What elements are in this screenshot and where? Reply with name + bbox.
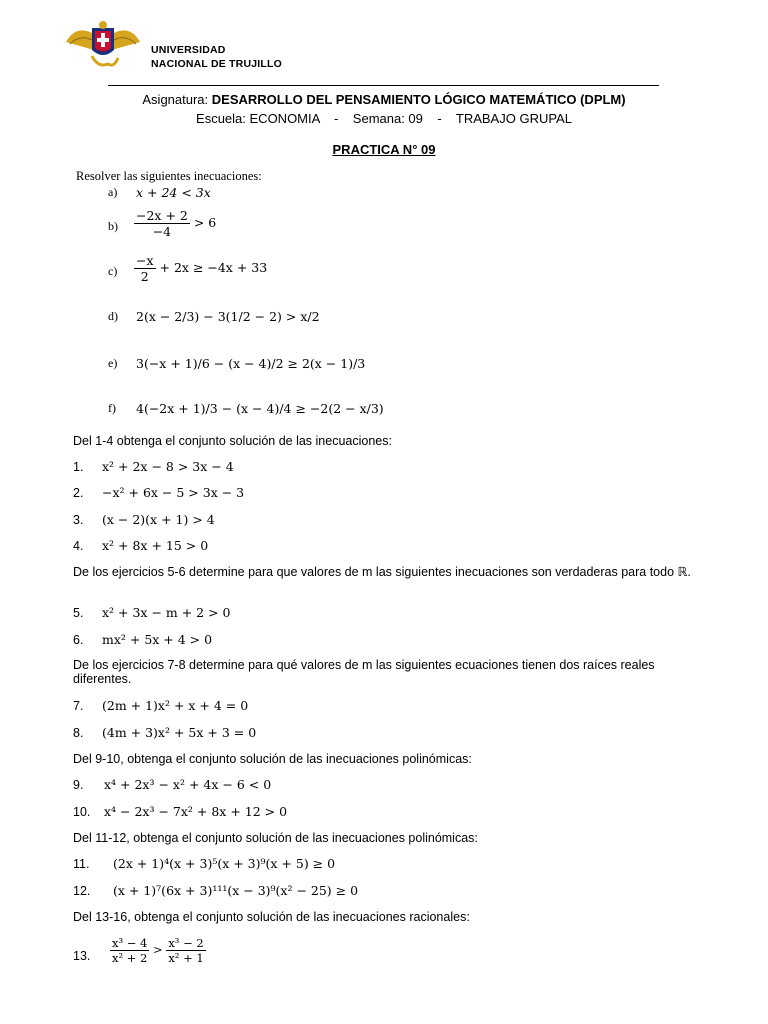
item-label: b): [108, 219, 118, 233]
problem-number: 12.: [73, 884, 91, 898]
item-expression: [134, 208, 216, 239]
course-name: DESARROLLO DEL PENSAMIENTO LÓGICO MATEMÁTICO (DPLM): [211, 92, 626, 107]
problem-number: 3.: [73, 513, 84, 527]
expression-rest: > 6: [193, 215, 217, 230]
item-label: a): [108, 185, 118, 199]
item-label: c): [108, 264, 118, 278]
problem-number: 7.: [73, 699, 84, 713]
section-intro: Del 13-16, obtenga el conjunto solución de las inecuaciones racionales:: [73, 910, 470, 924]
school-line: Escuela: ECONOMIA - Semana: 09 - TRABAJO GRUPAL: [196, 111, 572, 126]
problem-expression: −x² + 6x − 5 > 3x − 3: [102, 485, 245, 500]
problem-number: 4.: [73, 539, 84, 553]
university-name-line2: NACIONAL DE TRUJILLO: [151, 58, 282, 70]
problem-number: 8.: [73, 726, 84, 740]
section-a-intro: Resolver las siguientes inecuaciones:: [76, 169, 262, 183]
problem-number: 5.: [73, 606, 84, 620]
item-expression: x + 24 < 3x: [136, 185, 211, 200]
fraction-numerator: x³ − 4: [112, 936, 148, 950]
header-rule: [108, 85, 659, 86]
expression-rest: + 2x ≥ −4x + 33: [159, 260, 268, 275]
fraction-numerator: −x: [136, 253, 154, 268]
problem-expression: (2x + 1)⁴(x + 3)⁵(x + 3)⁹(x + 5) ≥ 0: [113, 856, 336, 871]
page-title: PRACTICA N° 09: [332, 142, 436, 157]
problem-expression: x² + 2x − 8 > 3x − 4: [102, 459, 234, 474]
item-label: f): [108, 401, 116, 415]
problem-number: 1.: [73, 460, 84, 474]
problem-number: 9.: [73, 778, 84, 792]
item-expression: 4(−2x + 1)/3 − (x − 4)/4 ≥ −2(2 − x/3): [136, 401, 384, 416]
problem-expression: x⁴ − 2x³ − 7x² + 8x + 12 > 0: [104, 804, 288, 819]
expression-operator: >: [153, 942, 163, 957]
item-expression: 2(x − 2/3) − 3(1/2 − 2) > x/2: [136, 309, 320, 324]
section-intro: De los ejercicios 7-8 determine para qué valores de m las siguientes ecuaciones tienen dos raíces reales diferentes.: [73, 658, 655, 686]
course-line: [0, 92, 768, 107]
problem-expression: [110, 936, 206, 965]
fraction-numerator: −2x + 2: [136, 208, 188, 223]
section-intro: Del 1-4 obtenga el conjunto solución de las inecuaciones:: [73, 434, 392, 448]
problem-number: 6.: [73, 633, 84, 647]
problem-number: 11.: [73, 857, 90, 871]
fraction-denominator: x² + 1: [168, 951, 204, 965]
problem-expression: mx² + 5x + 4 > 0: [102, 632, 213, 647]
problem-number: 13.: [73, 949, 91, 963]
problem-expression: (x − 2)(x + 1) > 4: [102, 512, 215, 527]
fraction-denominator: 2: [140, 269, 149, 284]
problem-number: 2.: [73, 486, 84, 500]
problem-expression: (4m + 3)x² + 5x + 3 = 0: [102, 725, 257, 740]
section-intro: Del 11-12, obtenga el conjunto solución de las inecuaciones polinómicas:: [73, 831, 478, 845]
university-logo: [62, 20, 144, 72]
section-intro: De los ejercicios 5-6 determine para que valores de m las siguientes inecuaciones son verdaderas para todo ℝ.: [73, 565, 691, 579]
item-label: d): [108, 309, 118, 323]
problem-expression: (x + 1)⁷(6x + 3)¹¹¹(x − 3)⁹(x² − 25) ≥ 0: [113, 883, 359, 898]
item-expression: 3(−x + 1)/6 − (x − 4)/2 ≥ 2(x − 1)/3: [136, 356, 366, 371]
section-intro: Del 9-10, obtenga el conjunto solución de las inecuaciones polinómicas:: [73, 752, 472, 766]
fraction-numerator: x³ − 2: [168, 936, 204, 950]
problem-expression: x² + 3x − m + 2 > 0: [102, 605, 231, 620]
problem-number: 10.: [73, 805, 91, 819]
item-expression: [134, 253, 267, 284]
problem-expression: x² + 8x + 15 > 0: [102, 538, 209, 553]
fraction-denominator: x² + 2: [112, 951, 148, 965]
course-label: Asignatura:: [142, 92, 212, 107]
problem-expression: (2m + 1)x² + x + 4 = 0: [102, 698, 249, 713]
university-name-line1: UNIVERSIDAD: [151, 44, 226, 56]
fraction-denominator: −4: [152, 224, 172, 239]
problem-expression: x⁴ + 2x³ − x² + 4x − 6 < 0: [104, 777, 272, 792]
item-label: e): [108, 356, 118, 370]
